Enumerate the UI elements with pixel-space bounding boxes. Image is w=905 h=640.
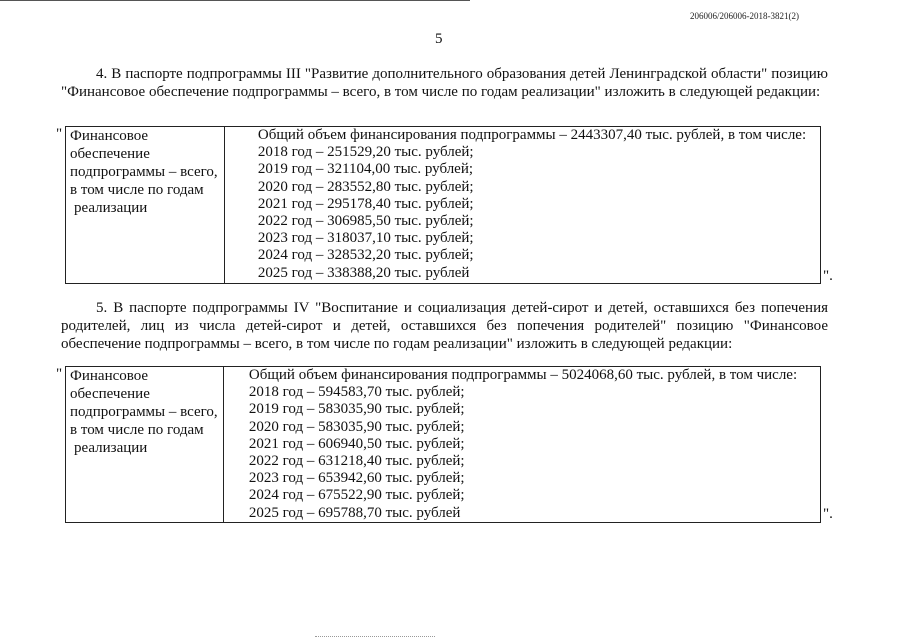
year-line: 2018 год – 251529,20 тыс. рублей; xyxy=(257,144,474,161)
section-5-paragraph xyxy=(61,299,828,353)
left-line: обеспечение xyxy=(70,386,150,402)
left-line: Финансовое xyxy=(70,128,149,144)
year-line: 2019 год – 321104,00 тыс. рублей; xyxy=(257,161,474,178)
left-line: Финансовое xyxy=(70,368,149,384)
top-rule xyxy=(0,0,470,1)
page-number: 5 xyxy=(435,31,443,47)
year-line: 2023 год – 318037,10 тыс. рублей; xyxy=(257,230,474,247)
section-4-right-cell xyxy=(224,127,820,284)
scan-artifact xyxy=(315,636,435,638)
document-number: 206006/206006-2018-3821(2) xyxy=(690,11,799,21)
section-4-paragraph xyxy=(61,65,828,101)
year-line: 2018 год – 594583,70 тыс. рублей; xyxy=(248,384,465,401)
section-4-text: 4. В паспорте подпрограммы III "Развитие дополнительного образования детей Ленинградской области" позицию "Финансовое обеспечение подпрограммы – всего, в том числе по годам реализации" изложить в следующей редакции: xyxy=(61,66,828,100)
section-4-close-quote: ". xyxy=(823,268,833,284)
left-line: реализации xyxy=(74,440,148,456)
left-line: в том числе по годам xyxy=(70,422,204,438)
year-line: 2021 год – 295178,40 тыс. рублей; xyxy=(257,195,474,212)
section-5-text: 5. В паспорте подпрограммы IV "Воспитание и социализация детей-сирот и детей, оставшихся без попечения родителей, лиц из числа детей-сирот и детей, оставшихся без попечения родителей" позицию "Финансовое обеспечение подпрограммы – всего, в том числе по годам реализации" изложить в следующей редакции: xyxy=(61,300,828,352)
left-line: в том числе по годам xyxy=(70,182,204,198)
section-4-left-cell xyxy=(66,127,225,284)
left-line: реализации xyxy=(74,200,148,216)
year-line: 2019 год – 583035,90 тыс. рублей; xyxy=(248,401,465,418)
year-line: 2020 год – 583035,90 тыс. рублей; xyxy=(248,418,465,435)
left-line: обеспечение xyxy=(70,146,150,162)
year-line: 2020 год – 283552,80 тыс. рублей; xyxy=(257,178,474,195)
year-line: 2022 год – 306985,50 тыс. рублей; xyxy=(257,213,474,230)
year-line: 2021 год – 606940,50 тыс. рублей; xyxy=(248,435,465,452)
section-4-open-quote: " xyxy=(56,126,63,142)
total-funding: Общий объем финансирования подпрограммы – 5024068,60 тыс. рублей, в том числе: xyxy=(248,367,798,383)
year-line: 2022 год – 631218,40 тыс. рублей; xyxy=(248,453,465,470)
year-line: 2024 год – 328532,20 тыс. рублей; xyxy=(257,247,474,264)
left-line: подпрограммы – всего, xyxy=(70,404,218,420)
section-5-passport-table xyxy=(65,366,821,523)
section-5-open-quote: " xyxy=(56,366,63,382)
total-funding: Общий объем финансирования подпрограммы – 2443307,40 тыс. рублей, в том числе: xyxy=(257,127,807,143)
section-5-right-cell xyxy=(223,367,820,523)
section-4-passport-table xyxy=(65,126,821,284)
year-line: 2024 год – 675522,90 тыс. рублей; xyxy=(248,487,465,504)
left-line: подпрограммы – всего, xyxy=(70,164,218,180)
year-line: 2023 год – 653942,60 тыс. рублей; xyxy=(248,470,465,487)
year-line: 2025 год – 338388,20 тыс. рублей xyxy=(257,264,470,281)
section-5-close-quote: ". xyxy=(823,506,833,522)
year-line: 2025 год – 695788,70 тыс. рублей xyxy=(248,504,461,521)
section-5-left-cell xyxy=(66,367,224,523)
